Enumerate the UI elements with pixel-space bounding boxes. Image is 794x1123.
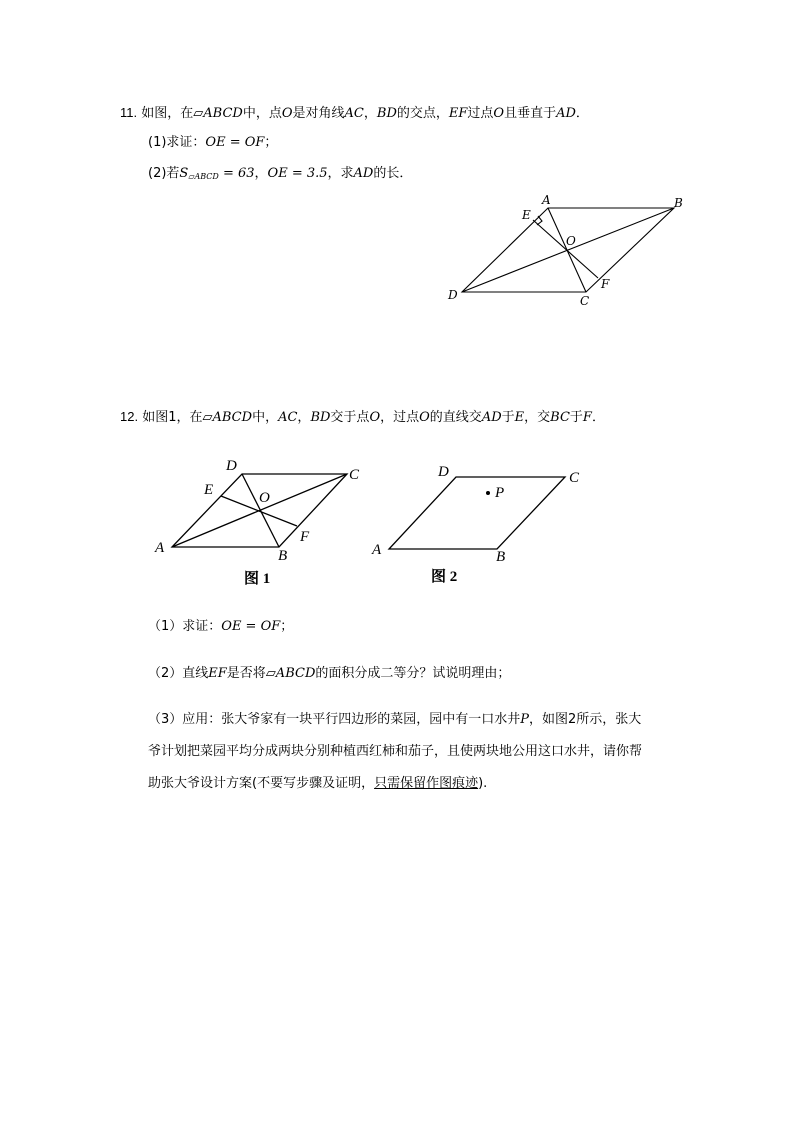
q12-part3-line3 xyxy=(148,774,487,794)
q11-area-value: = 63 xyxy=(218,166,255,181)
q11-segment-ef: EF xyxy=(448,106,468,121)
q11-label-f: F xyxy=(601,277,610,291)
q12-fig1-label-d: D xyxy=(226,458,237,474)
q12-part1-math: OE = OF xyxy=(221,619,281,634)
q12-fig2-label-c: C xyxy=(569,470,580,486)
q12-segment-ef: EF xyxy=(208,666,227,681)
q12-part3-line2 xyxy=(148,742,642,762)
q12-fig1-label-b: B xyxy=(278,548,288,564)
q12-stem-text: 的直线交 xyxy=(429,410,482,425)
q11-label-o: O xyxy=(566,234,576,248)
q12-part1-label: （1）求证： xyxy=(148,619,222,634)
q11-point-o: O xyxy=(493,106,505,121)
q11-point-o: O xyxy=(281,106,293,121)
q11-stem-text: 如图，在 xyxy=(141,106,194,121)
q11-label-a: A xyxy=(542,193,551,207)
q11-segment-bd: BD xyxy=(376,106,397,121)
q12-fig2-caption: 图 2 xyxy=(431,569,458,585)
q11-parallelogram: ▱ABCD xyxy=(193,106,243,121)
q12-part2 xyxy=(148,664,510,684)
q12-segment-bc: BC xyxy=(550,410,570,425)
q12-point-e: E xyxy=(514,410,525,425)
q12-fig1-label-o: O xyxy=(259,490,270,506)
q11-stem-text: 是对角线 xyxy=(292,106,345,121)
q12-part3-text: 助张大爷设计方案(不要写步骤及证明， xyxy=(148,776,375,791)
q11-part1-math: OE = OF xyxy=(205,135,265,150)
q11-part2-text: ，求 xyxy=(327,166,354,181)
q12-stem-text: 于 xyxy=(501,410,515,425)
q11-segment-ad: AD xyxy=(556,106,576,121)
q12-part3-line1 xyxy=(148,710,641,730)
q12-stem-text: ． xyxy=(591,410,605,425)
q12-fig2-label-a: A xyxy=(372,542,382,558)
q12-part2-text: 是否将 xyxy=(226,666,266,681)
q12-stem-text: 于 xyxy=(569,410,583,425)
q11-part2-end: 的长． xyxy=(373,166,413,181)
q11-part2-text: ， xyxy=(254,166,268,181)
q12-fig1-label-a: A xyxy=(155,540,165,556)
q12-segment-bd: BD xyxy=(310,410,331,425)
q11-stem-text: ， xyxy=(363,106,377,121)
q12-segment-ad: AD xyxy=(481,410,502,425)
q12-part1-end: ； xyxy=(280,619,294,634)
q12-fig1-label-f: F xyxy=(300,529,310,545)
q12-parallelogram: ▱ABCD xyxy=(202,410,253,425)
q12-fig1-label-e: E xyxy=(204,482,214,498)
q12-part2-text: （2）直线 xyxy=(148,666,209,681)
q12-part3-text: ，如图2所示，张大 xyxy=(529,712,642,727)
q12-stem-text: ， xyxy=(297,410,311,425)
q12-part3-underlined: 只需保留作图痕迹 xyxy=(374,776,479,791)
q12-fig1-diagonal-bd xyxy=(242,474,279,547)
q12-fig2-label-d: D xyxy=(438,464,449,480)
q12-stem-text: ，过点 xyxy=(380,410,420,425)
q12-point-p: P xyxy=(520,712,530,727)
q11-stem-text: 的交点， xyxy=(396,106,449,121)
q12-part2-text: 的面积分成二等分？试说明理由； xyxy=(315,666,511,681)
q11-label-d: D xyxy=(448,288,458,302)
q11-label-e: E xyxy=(522,208,531,222)
q11-part1-end: ； xyxy=(264,135,278,150)
q12-fig1-caption: 图 1 xyxy=(244,571,271,587)
q12-part3-text: （3）应用：张大爷家有一块平行四边形的菜园，园中有一口水井 xyxy=(148,712,521,727)
q11-segment-ac: AC xyxy=(344,106,364,121)
q12-fig2-label-p: P xyxy=(495,485,505,501)
q12-segment-ac: AC xyxy=(278,410,298,425)
q12-fig2-label-b: B xyxy=(496,549,506,565)
q12-figure-1 xyxy=(172,474,347,547)
q11-label-c: C xyxy=(580,294,590,308)
q11-oe-value: OE = 3.5 xyxy=(267,166,328,181)
q11-part1-label: (1)求证： xyxy=(148,135,206,150)
q11-area-subscript: ▱ABCD xyxy=(188,172,219,181)
q12-fig2-parallelogram xyxy=(389,477,565,549)
q12-figure-2 xyxy=(389,477,565,549)
q11-stem-text: ． xyxy=(575,106,589,121)
q12-point-f: F xyxy=(582,410,592,425)
q12-point-o: O xyxy=(419,410,430,425)
q12-parallelogram: ▱ABCD xyxy=(265,666,316,681)
q12-stem-text: ，交 xyxy=(524,410,551,425)
q11-number: 11. xyxy=(120,105,138,120)
q11-part2-label: (2)若 xyxy=(148,166,180,181)
q12-point-o: O xyxy=(369,410,381,425)
q12-part3-text: ). xyxy=(478,776,488,791)
q11-stem-text: 中，点 xyxy=(242,106,282,121)
q12-stem-text: 中， xyxy=(252,410,279,425)
q12-stem-text: 如图1，在 xyxy=(142,410,203,425)
q12-number: 12. xyxy=(120,409,139,424)
q11-area-symbol: S xyxy=(179,166,189,181)
q12-stem-text: 交于点 xyxy=(330,410,370,425)
q12-part1 xyxy=(148,617,293,637)
q12-fig1-label-c: C xyxy=(349,467,360,483)
q12-part3-text: 爷计划把菜园平均分成两块分别种植西红柿和茄子，且使两块地公用这口水井，请你帮 xyxy=(148,744,643,759)
q11-stem-text: 过点 xyxy=(467,106,494,121)
q11-segment-ad: AD xyxy=(353,166,374,181)
q11-stem-text: 且垂直于 xyxy=(504,106,557,121)
q12-fig2-well-point xyxy=(486,491,490,495)
q11-label-b: B xyxy=(674,196,683,210)
